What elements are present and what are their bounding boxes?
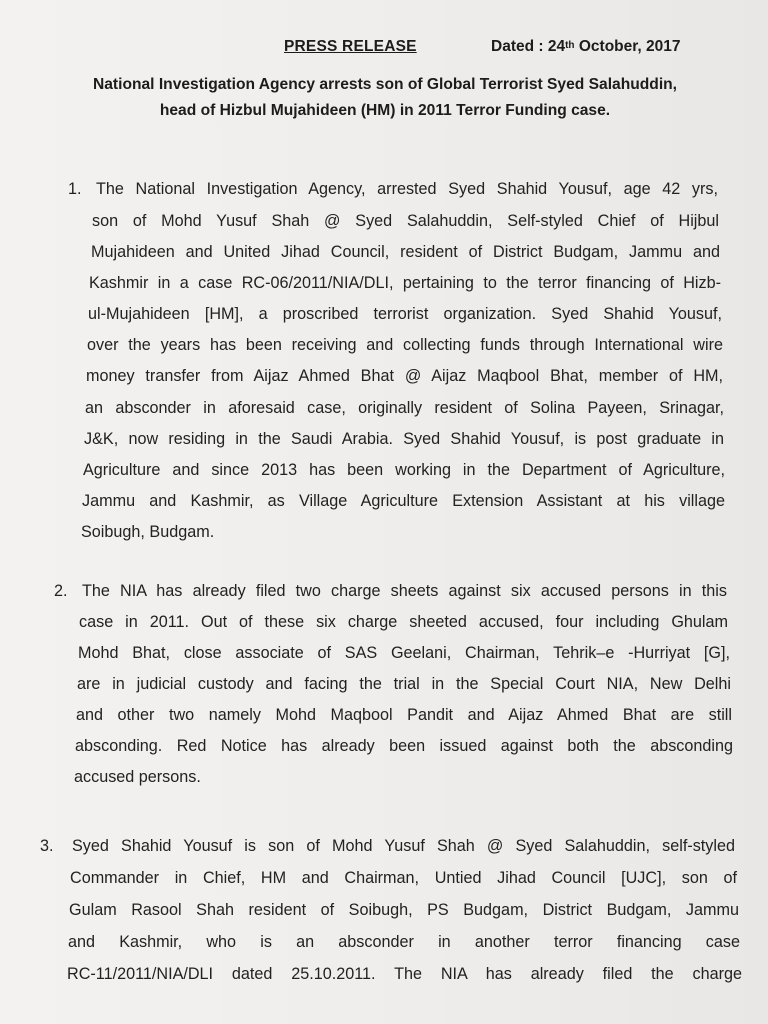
paragraph-line: accused persons. <box>74 768 201 786</box>
headline-line: National Investigation Agency arrests son of Global Terrorist Syed Salahuddin, <box>92 76 678 93</box>
paragraph-line: and Kashmir, who is an absconder in another terror financing case <box>68 933 740 951</box>
paragraph-line: The NIA has already filed two charge sheets against six accused persons in this <box>82 582 727 600</box>
headline-line: head of Hizbul Mujahideen (HM) in 2011 Terror Funding case. <box>159 102 611 119</box>
paragraph-line: Agriculture and since 2013 has been working in the Department of Agriculture, <box>83 461 725 479</box>
paragraph-line: case in 2011. Out of these six charge sheeted accused, four including Ghulam <box>79 613 728 631</box>
paragraph-line: over the years has been receiving and collecting funds through International wire <box>87 336 723 354</box>
paragraph-line: Commander in Chief, HM and Chairman, Untied Jihad Council [UJC], son of <box>70 869 737 887</box>
paragraph-line: absconding. Red Notice has already been issued against both the absconding <box>75 737 733 755</box>
release-date <box>491 38 681 56</box>
dated-ordinal: th <box>565 40 575 51</box>
paragraph-line: Mohd Bhat, close associate of SAS Geelani, Chairman, Tehrik–e -Hurriyat [G], <box>78 644 730 662</box>
paragraph-number: 3. <box>40 837 54 855</box>
paragraph-line: Kashmir in a case RC-06/2011/NIA/DLI, pertaining to the terror financing of Hizb- <box>89 274 721 292</box>
paragraph-line: son of Mohd Yusuf Shah @ Syed Salahuddin, Self-styled Chief of Hijbul <box>92 212 719 230</box>
paragraph-line: J&K, now residing in the Saudi Arabia. Syed Shahid Yousuf, is post graduate in <box>84 430 724 448</box>
paragraph-line: ul-Mujahideen [HM], a proscribed terrorist organization. Syed Shahid Yousuf, <box>88 305 722 323</box>
paragraph-line: Mujahideen and United Jihad Council, resident of District Budgam, Jammu and <box>91 243 720 261</box>
paragraph-line: RC-11/2011/NIA/DLI dated 25.10.2011. The NIA has already filed the charge <box>67 965 742 983</box>
paragraph-line: Gulam Rasool Shah resident of Soibugh, PS Budgam, District Budgam, Jammu <box>69 901 739 919</box>
paragraph-number: 2. <box>54 582 68 600</box>
document-header <box>0 34 768 60</box>
dated-label: Dated : 24 <box>491 38 566 55</box>
paragraph-line: an absconder in aforesaid case, originally resident of Solina Payeen, Srinagar, <box>85 399 724 417</box>
paragraph-line: Jammu and Kashmir, as Village Agriculture Extension Assistant at his village <box>82 492 725 510</box>
paragraph-line: and other two namely Mohd Maqbool Pandit and Aijaz Ahmed Bhat are still <box>76 706 732 724</box>
paragraph-line: Soibugh, Budgam. <box>81 523 215 541</box>
press-release-title: PRESS RELEASE <box>284 38 417 55</box>
paragraph-line: are in judicial custody and facing the trial in the Special Court NIA, New Delhi <box>77 675 731 693</box>
paragraph-line: Syed Shahid Yousuf is son of Mohd Yusuf Shah @ Syed Salahuddin, self-styled <box>72 837 735 855</box>
dated-rest: October, 2017 <box>574 38 681 55</box>
headline <box>40 72 730 124</box>
paragraph-number: 1. <box>68 180 82 198</box>
paragraph-line: The National Investigation Agency, arrested Syed Shahid Yousuf, age 42 yrs, <box>96 180 718 198</box>
paragraph-line: money transfer from Aijaz Ahmed Bhat @ Aijaz Maqbool Bhat, member of HM, <box>86 367 723 385</box>
